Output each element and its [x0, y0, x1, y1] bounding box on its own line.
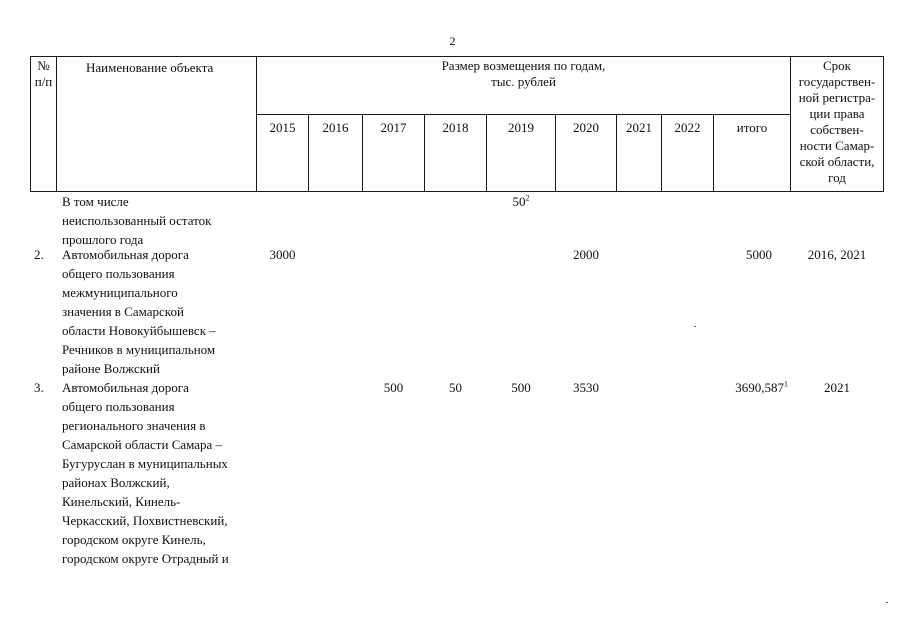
row-value-2020: 2000 [573, 247, 599, 262]
row-number: 3. [34, 380, 44, 395]
row-value-2020: 3530 [573, 380, 599, 395]
header-registration: Срок государствен- ной регистра- ции права собствен- ности Самар- ской области, год [798, 58, 876, 185]
header-year-2022: 2022 [674, 120, 701, 135]
header-year-2016: 2016 [322, 120, 349, 135]
row-value-2018: 50 [449, 380, 462, 395]
row-number: 2. [34, 247, 44, 262]
row-value-2015: 3000 [269, 247, 296, 262]
header-size: Размер возмещения по годам, тыс. рублей [441, 58, 606, 89]
row-registration: 2021 [824, 380, 850, 395]
row-name: Автомобильная дорога общего пользования межмуниципального значения в Самарской области Новокуйбышевск – Речников в муниципальном районе Волжский [62, 247, 216, 376]
header-name: Наименование объекта [86, 60, 214, 75]
header-year-2019: 2019 [508, 120, 534, 135]
row-registration: 2016, 2021 [807, 247, 867, 262]
row-value-2019: 500 [511, 380, 531, 395]
header-year-2017: 2017 [380, 120, 407, 135]
scan-speck [694, 326, 696, 327]
header-total: итого [736, 120, 768, 135]
page-number: 2 [449, 34, 456, 48]
row-value-2017: 500 [383, 380, 404, 395]
header-year-2018: 2018 [442, 120, 469, 135]
row-total: 3690,587$^1$ [735, 379, 788, 395]
header-year-2021: 2021 [626, 120, 652, 135]
header-year-2015: 2015 [269, 120, 296, 135]
scan-speck [886, 602, 888, 603]
header-num: № п/п [34, 58, 53, 89]
row-value-2019: $50^2$ [512, 193, 530, 209]
row-total: 5000 [746, 247, 772, 262]
header-year-2020: 2020 [573, 120, 599, 135]
row-name: Автомобильная дорога общего пользования регионального значения в Самарской области Самара – Бугуруслан в муниципальных районах Волжский, Кинельский, Кинель- Черкасский, Похвистневский, городском округе Кинель, городском округе Отрадный и [62, 380, 229, 566]
row-name: В том числе неиспользованный остаток прошлого года [62, 194, 212, 247]
